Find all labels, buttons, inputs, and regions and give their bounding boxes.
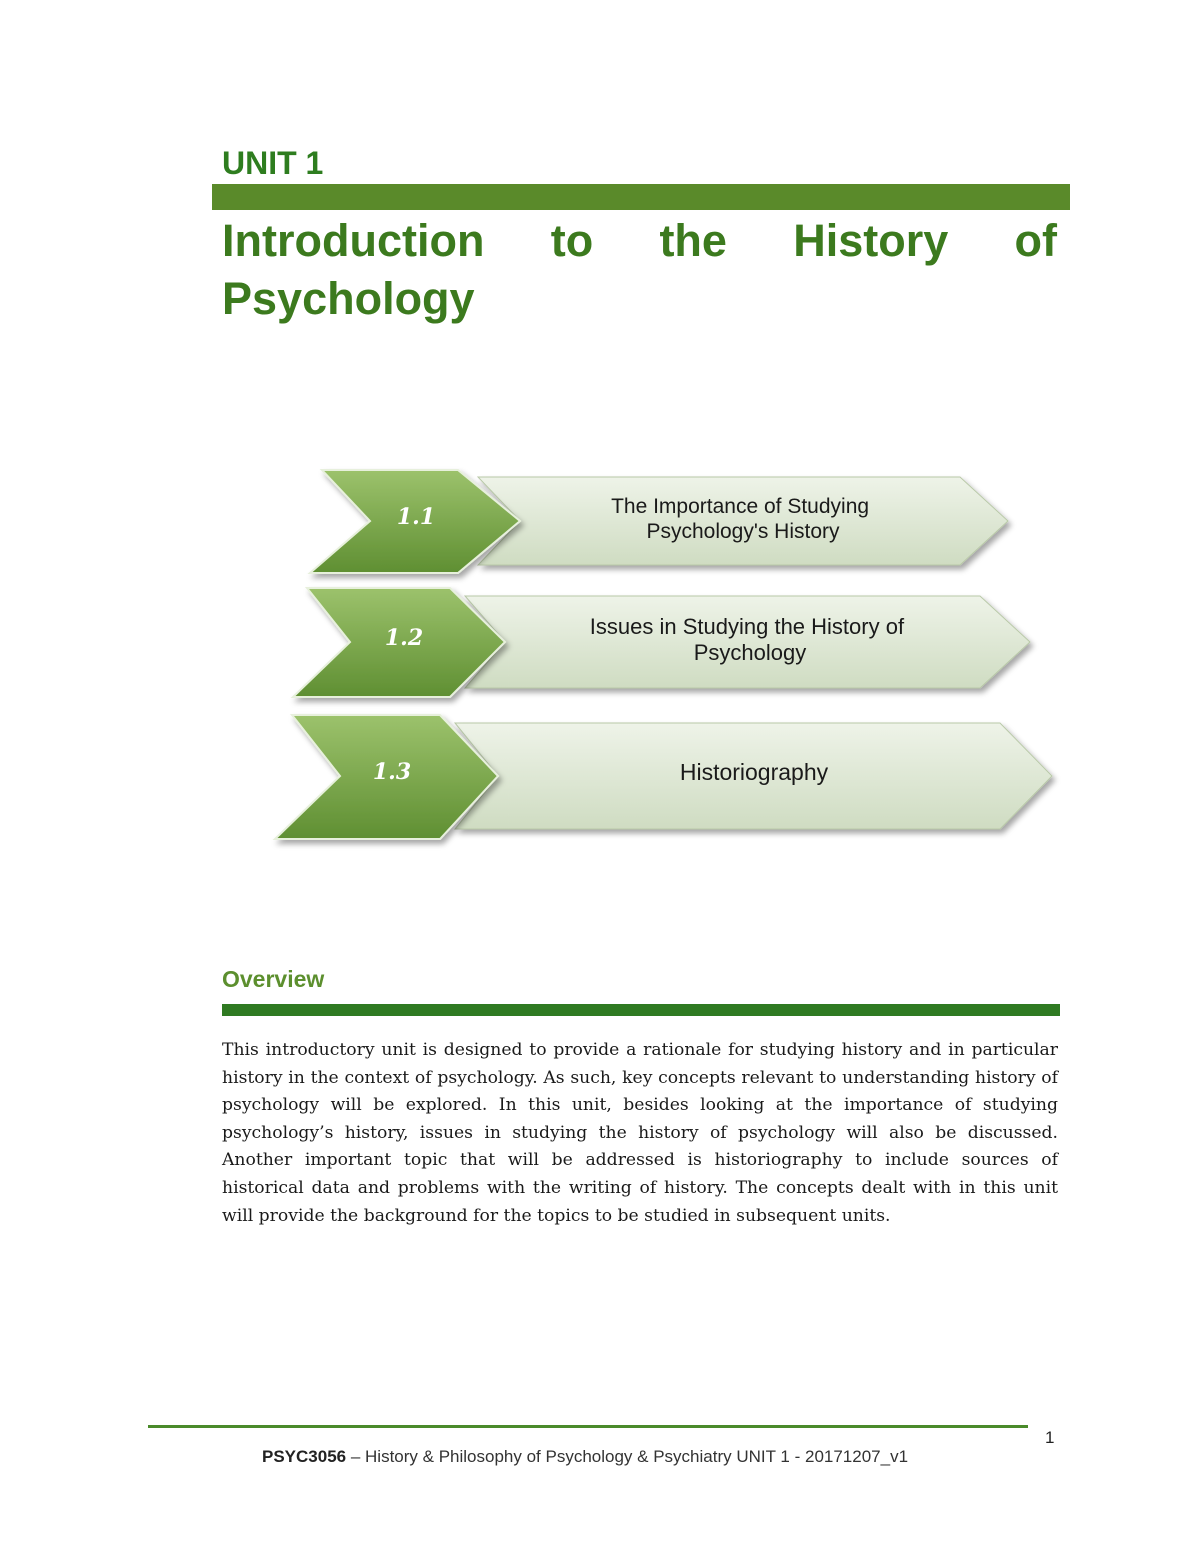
section-3-number: 1.3: [372, 759, 412, 785]
page-title: Introduction to the History of Psychology: [222, 215, 1057, 324]
section-3-label: Historiography: [679, 759, 829, 785]
unit-label: UNIT 1: [222, 145, 324, 181]
page-number: 1: [1045, 1428, 1055, 1447]
footer-rule: [148, 1425, 1028, 1428]
overview-heading: Overview: [222, 966, 325, 992]
section-row-1: [310, 470, 1008, 573]
section-2-label: Issues in Studying the History of Psychology: [589, 614, 905, 665]
section-row-3: [275, 715, 1052, 839]
section-1-label: The Importance of Studying Psychology's History: [611, 495, 870, 543]
section-2-number: 1.2: [384, 625, 424, 651]
footer-course-code: PSYC3056: [262, 1447, 347, 1466]
footer-course-text: – History & Philosophy of Psychology & Psychiatry UNIT 1 - 20171207_v1: [346, 1447, 909, 1466]
overview-body: This introductory unit is designed to provide a rationale for studying history and in particular history in the context of psychology. As such, key concepts relevant to understanding history of psychology will be explored. In this unit, besides looking at the importance of studying psychology’s history, issues in studying the history of psychology will also be discussed. Another important topic that will be addressed is historiography to include sources of historical data and problems with the writing of history. The concepts dealt with in this unit will provide the background for the topics to be studied in subsequent units.: [222, 1040, 1058, 1226]
overview-divider-bar: [222, 1004, 1060, 1016]
footer-text: [262, 1447, 908, 1467]
section-row-2: [293, 588, 1030, 697]
section-1-number: 1.1: [396, 504, 436, 530]
